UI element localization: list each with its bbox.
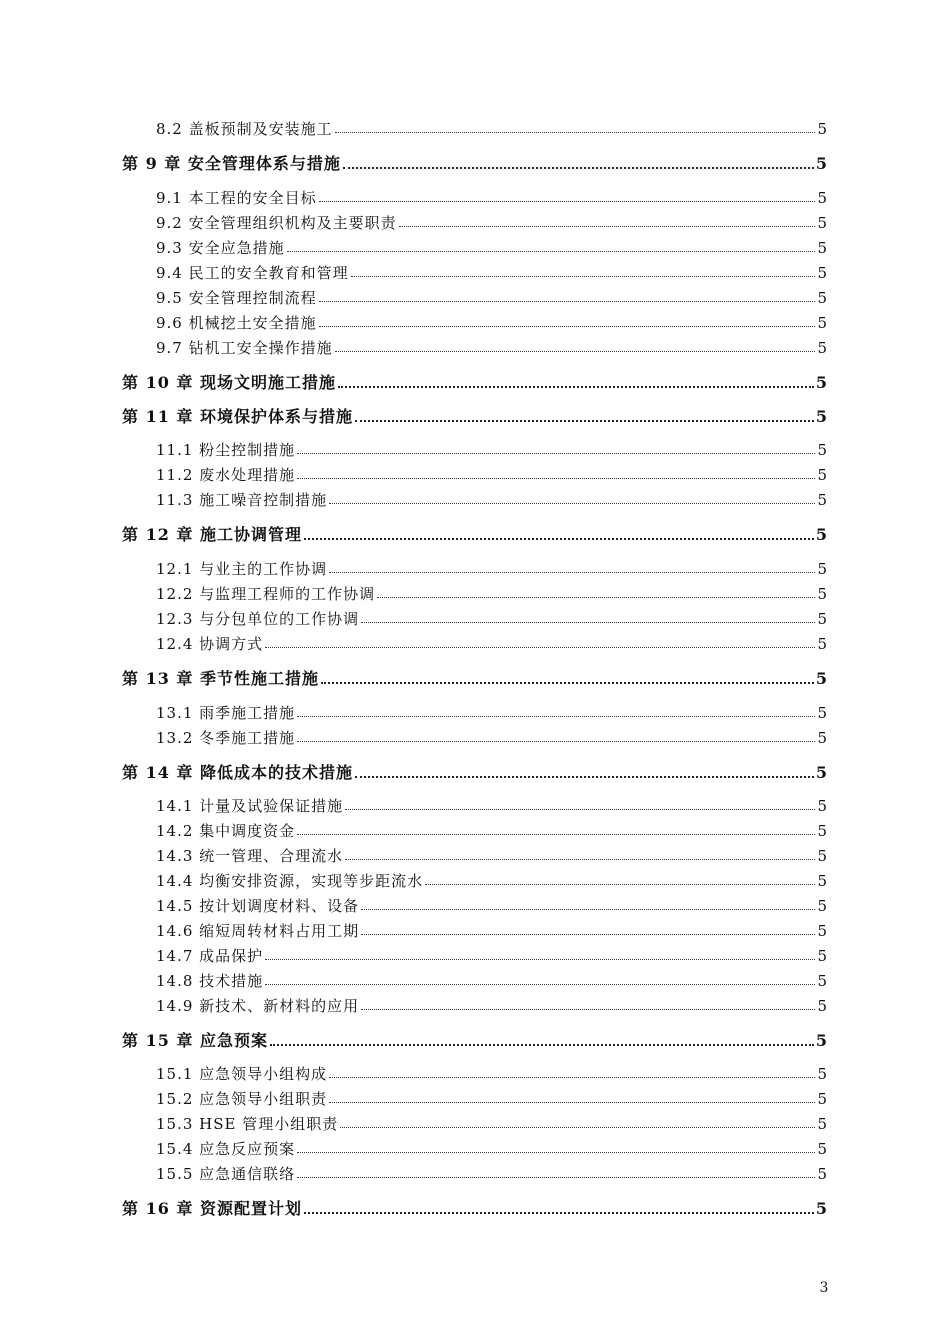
toc-section-entry[interactable]	[156, 261, 827, 281]
toc-leader-dots	[329, 1077, 815, 1078]
toc-entry-title: 14.6 缩短周转材料占用工期	[156, 921, 360, 940]
toc-leader-dots	[343, 167, 814, 169]
toc-leader-dots	[361, 622, 815, 623]
toc-entry-page: 5	[817, 288, 827, 307]
toc-entry-page: 5	[815, 669, 827, 689]
toc-entry-page: 5	[815, 407, 827, 427]
toc-entry-page: 5	[815, 1031, 827, 1051]
toc-entry-page: 5	[817, 821, 827, 840]
toc-leader-dots	[361, 1009, 815, 1010]
toc-entry-title: 9.1 本工程的安全目标	[156, 188, 317, 207]
toc-section-entry[interactable]	[156, 186, 827, 206]
toc-leader-dots	[335, 351, 816, 352]
toc-leader-dots	[355, 776, 814, 778]
toc-leader-dots	[297, 453, 815, 454]
toc-leader-dots	[319, 326, 816, 327]
toc-section-entry[interactable]	[156, 1137, 827, 1157]
toc-leader-dots	[297, 1177, 815, 1178]
toc-entry-title: 14.4 均衡安排资源，实现等步距流水	[156, 871, 424, 890]
toc-entry-title: 15.5 应急通信联络	[156, 1164, 296, 1183]
toc-entry-title: 14.9 新技术、新材料的应用	[156, 996, 360, 1015]
toc-entry-page: 5	[815, 763, 827, 783]
toc-entry-title: 15.4 应急反应预案	[156, 1139, 296, 1158]
toc-chapter-entry[interactable]	[122, 370, 827, 392]
toc-section-entry[interactable]	[156, 632, 827, 652]
toc-leader-dots	[297, 741, 815, 742]
toc-entry-page: 5	[817, 213, 827, 232]
toc-chapter-entry[interactable]	[122, 522, 827, 544]
toc-section-entry[interactable]	[156, 844, 827, 864]
toc-entry-page: 5	[817, 728, 827, 747]
toc-entry-title: 第 13 章 季节性施工措施	[122, 669, 319, 689]
toc-section-entry[interactable]	[156, 117, 827, 137]
toc-section-entry[interactable]	[156, 1087, 827, 1107]
toc-leader-dots	[297, 834, 815, 835]
toc-section-entry[interactable]	[156, 969, 827, 989]
toc-entry-title: 13.2 冬季施工措施	[156, 728, 296, 747]
toc-section-entry[interactable]	[156, 1162, 827, 1182]
toc-entry-page: 5	[817, 921, 827, 940]
toc-chapter-entry[interactable]	[122, 1196, 827, 1218]
toc-entry-title: 14.8 技术措施	[156, 971, 264, 990]
toc-entry-page: 5	[817, 238, 827, 257]
toc-entry-page: 5	[817, 871, 827, 890]
toc-section-entry[interactable]	[156, 438, 827, 458]
toc-entry-title: 14.5 按计划调度材料、设备	[156, 896, 360, 915]
toc-entry-title: 9.6 机械挖土安全措施	[156, 313, 317, 332]
toc-entry-title: 第 15 章 应急预案	[122, 1031, 268, 1051]
toc-entry-title: 第 14 章 降低成本的技术措施	[122, 763, 353, 783]
toc-entry-title: 14.3 统一管理、合理流水	[156, 846, 344, 865]
toc-entry-page: 5	[815, 525, 827, 545]
toc-leader-dots	[329, 1102, 815, 1103]
toc-leader-dots	[399, 226, 816, 227]
toc-section-entry[interactable]	[156, 286, 827, 306]
toc-leader-dots	[361, 934, 815, 935]
toc-section-entry[interactable]	[156, 582, 827, 602]
toc-section-entry[interactable]	[156, 1112, 827, 1132]
page-number: 3	[819, 1280, 829, 1296]
toc-entry-page: 5	[817, 1164, 827, 1183]
toc-entry-page: 5	[817, 971, 827, 990]
toc-leader-dots	[319, 201, 816, 202]
toc-entry-page: 5	[817, 559, 827, 578]
toc-entry-page: 5	[817, 313, 827, 332]
toc-section-entry[interactable]	[156, 794, 827, 814]
toc-chapter-entry[interactable]	[122, 666, 827, 688]
toc-entry-page: 5	[817, 1064, 827, 1083]
toc-leader-dots	[355, 420, 814, 422]
toc-chapter-entry[interactable]	[122, 404, 827, 426]
toc-entry-title: 12.2 与监理工程师的工作协调	[156, 584, 376, 603]
toc-entry-title: 11.1 粉尘控制措施	[156, 440, 296, 459]
toc-entry-page: 5	[815, 373, 827, 393]
toc-section-entry[interactable]	[156, 607, 827, 627]
toc-leader-dots	[345, 809, 815, 810]
toc-entry-page: 5	[817, 996, 827, 1015]
toc-section-entry[interactable]	[156, 236, 827, 256]
toc-section-entry[interactable]	[156, 336, 827, 356]
toc-leader-dots	[345, 859, 815, 860]
toc-entry-title: 9.3 安全应急措施	[156, 238, 285, 257]
toc-leader-dots	[361, 909, 815, 910]
toc-leader-dots	[297, 1152, 815, 1153]
toc-entry-title: 第 9 章 安全管理体系与措施	[122, 154, 341, 174]
toc-entry-page: 5	[817, 490, 827, 509]
toc-entry-page: 5	[817, 1114, 827, 1133]
toc-leader-dots	[319, 301, 816, 302]
toc-entry-title: 第 16 章 资源配置计划	[122, 1199, 302, 1219]
toc-entry-title: 13.1 雨季施工措施	[156, 703, 296, 722]
toc-leader-dots	[335, 132, 816, 133]
toc-section-entry[interactable]	[156, 944, 827, 964]
toc-entry-title: 第 11 章 环境保护体系与措施	[122, 407, 353, 427]
toc-leader-dots	[425, 884, 815, 885]
toc-section-entry[interactable]	[156, 211, 827, 231]
toc-leader-dots	[329, 503, 815, 504]
toc-leader-dots	[377, 597, 815, 598]
toc-section-entry[interactable]	[156, 1062, 827, 1082]
toc-entry-title: 12.4 协调方式	[156, 634, 264, 653]
toc-entry-page: 5	[817, 119, 827, 138]
toc-section-entry[interactable]	[156, 819, 827, 839]
toc-entry-page: 5	[817, 946, 827, 965]
toc-section-entry[interactable]	[156, 488, 827, 508]
toc-entry-page: 5	[817, 846, 827, 865]
toc-leader-dots	[265, 647, 815, 648]
toc-entry-title: 12.3 与分包单位的工作协调	[156, 609, 360, 628]
toc-entry-title: 第 12 章 施工协调管理	[122, 525, 302, 545]
toc-leader-dots	[265, 984, 815, 985]
toc-entry-title: 15.2 应急领导小组职责	[156, 1089, 328, 1108]
toc-leader-dots	[304, 1212, 814, 1214]
toc-chapter-entry[interactable]	[122, 760, 827, 782]
toc-entry-title: 8.2 盖板预制及安装施工	[156, 119, 333, 138]
toc-leader-dots	[270, 1044, 814, 1046]
toc-entry-page: 5	[817, 1139, 827, 1158]
toc-entry-title: 11.3 施工噪音控制措施	[156, 490, 328, 509]
toc-leader-dots	[338, 386, 814, 388]
toc-entry-title: 11.2 废水处理措施	[156, 465, 296, 484]
toc-entry-title: 9.4 民工的安全教育和管理	[156, 263, 349, 282]
toc-entry-page: 5	[817, 609, 827, 628]
toc-entry-page: 5	[817, 1089, 827, 1108]
toc-entry-title: 14.7 成品保护	[156, 946, 264, 965]
toc-section-entry[interactable]	[156, 869, 827, 889]
toc-leader-dots	[287, 251, 816, 252]
toc-section-entry[interactable]	[156, 994, 827, 1014]
toc-entry-page: 5	[817, 896, 827, 915]
toc-entry-title: 9.5 安全管理控制流程	[156, 288, 317, 307]
toc-entry-title: 9.2 安全管理组织机构及主要职责	[156, 213, 397, 232]
toc-leader-dots	[329, 572, 815, 573]
toc-leader-dots	[351, 276, 816, 277]
toc-entry-page: 5	[817, 465, 827, 484]
toc-entry-page: 5	[817, 338, 827, 357]
toc-section-entry[interactable]	[156, 894, 827, 914]
toc-entry-page: 5	[817, 796, 827, 815]
toc-entry-title: 15.1 应急领导小组构成	[156, 1064, 328, 1083]
toc-entry-title: 9.7 钻机工安全操作措施	[156, 338, 333, 357]
toc-entry-title: 15.3 HSE 管理小组职责	[156, 1114, 339, 1133]
toc-chapter-entry[interactable]	[122, 151, 827, 173]
toc-entry-page: 5	[817, 634, 827, 653]
toc-section-entry[interactable]	[156, 463, 827, 483]
toc-section-entry[interactable]	[156, 701, 827, 721]
toc-section-entry[interactable]	[156, 919, 827, 939]
toc-entry-page: 5	[817, 584, 827, 603]
toc-entry-page: 5	[815, 154, 827, 174]
toc-entry-title: 14.1 计量及试验保证措施	[156, 796, 344, 815]
toc-section-entry[interactable]	[156, 311, 827, 331]
toc-entry-page: 5	[817, 440, 827, 459]
toc-leader-dots	[321, 682, 814, 684]
toc-entry-title: 第 10 章 现场文明施工措施	[122, 373, 336, 393]
toc-leader-dots	[297, 716, 815, 717]
toc-section-entry[interactable]	[156, 557, 827, 577]
toc-leader-dots	[304, 538, 814, 540]
toc-entry-page: 5	[817, 188, 827, 207]
toc-entry-page: 5	[817, 703, 827, 722]
toc-leader-dots	[340, 1127, 815, 1128]
toc-entry-page: 5	[817, 263, 827, 282]
toc-leader-dots	[265, 959, 815, 960]
toc-entry-title: 14.2 集中调度资金	[156, 821, 296, 840]
toc-chapter-entry[interactable]	[122, 1028, 827, 1050]
toc-entry-title: 12.1 与业主的工作协调	[156, 559, 328, 578]
toc-section-entry[interactable]	[156, 726, 827, 746]
toc-entry-page: 5	[815, 1199, 827, 1219]
toc-leader-dots	[297, 478, 815, 479]
